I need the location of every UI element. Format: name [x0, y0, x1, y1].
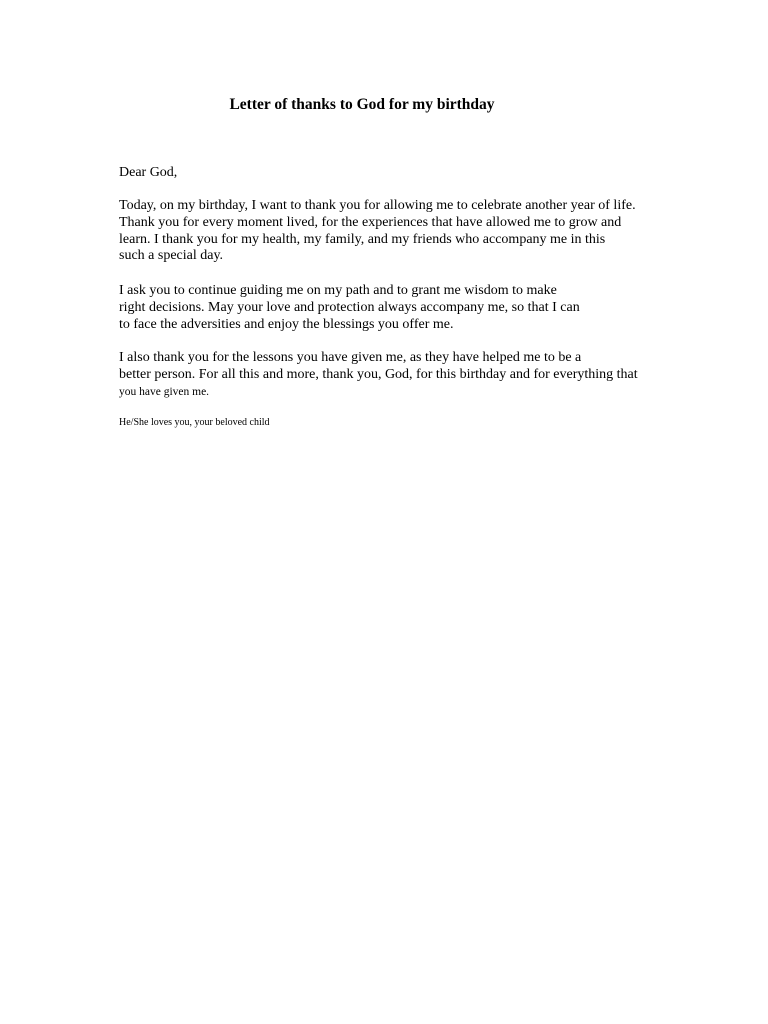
letter-title: Letter of thanks to God for my birthday: [229, 96, 495, 113]
paragraph-line: you have given me.: [119, 385, 210, 398]
signature: He/She loves you, your beloved child: [119, 417, 270, 428]
paragraph-line: better person. For all this and more, thank you, God, for this birthday and for everything that: [119, 366, 638, 382]
paragraph-line: to face the adversities and enjoy the blessings you offer me.: [119, 316, 454, 332]
paragraph-line: right decisions. May your love and protection always accompany me, so that I can: [119, 299, 580, 315]
paragraph-line: I also thank you for the lessons you have given me, as they have helped me to be a: [119, 350, 582, 365]
paragraph-line: such a special day.: [119, 248, 224, 264]
salutation: Dear God,: [119, 165, 178, 180]
paragraph-line: Today, on my birthday, I want to thank you for allowing me to celebrate another year of life.: [119, 198, 636, 213]
paragraph-2: [119, 283, 679, 333]
paragraph-3: [119, 350, 679, 400]
paragraph-line: learn. I thank you for my health, my family, and my friends who accompany me in this: [119, 231, 606, 247]
paragraph-1: [119, 198, 679, 265]
paragraph-line: Thank you for every moment lived, for the experiences that have allowed me to grow and: [119, 214, 622, 230]
paragraph-line: I ask you to continue guiding me on my path and to grant me wisdom to make: [119, 283, 557, 298]
